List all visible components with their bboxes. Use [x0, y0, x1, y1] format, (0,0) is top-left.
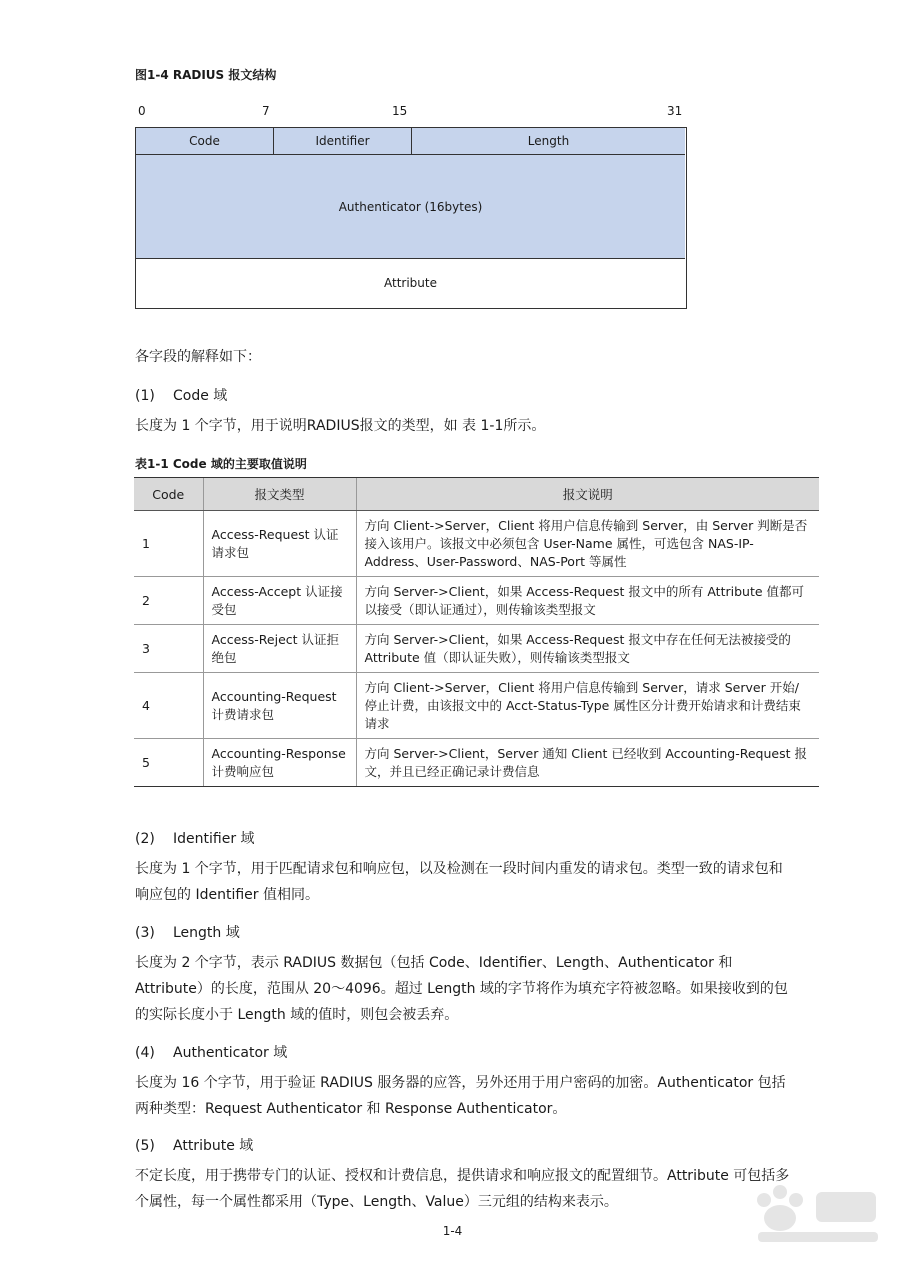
field-code: Code [136, 128, 274, 155]
section-number: (2) [135, 831, 155, 847]
table-row [134, 625, 819, 673]
section-title: Attribute 域 [173, 1138, 254, 1154]
section-para-length: 长度为 2 个字节，表示 RADIUS 数据包（包括 Code、Identifier、Length、Authenticator 和 Attribute）的长度，范围从 20～4096。超过 Length 域的字节将作为填充字符被忽略。如果接收到的包的实际长度小于 Length 域的值时，则包会被丢弃。 [135, 955, 788, 1023]
section-number: (5) [135, 1138, 155, 1154]
section-heading-authenticator [135, 1042, 287, 1062]
section-heading-length [135, 922, 240, 942]
section-title: Identifier 域 [173, 831, 255, 847]
bit-label-0: 0 [138, 104, 146, 118]
table-cell-desc: 方向 Client->Server，Client 将用户信息传输到 Server，请求 Server 开始/停止计费，由该报文中的 Acct-Status-Type 属性区分计费开始请求和计费结束请求 [356, 673, 819, 739]
table-cell-code: 5 [134, 739, 203, 787]
section-title: Authenticator 域 [173, 1045, 288, 1061]
figure-title: 图1-4 RADIUS 报文结构 [135, 68, 277, 82]
table-cell-desc: 方向 Client->Server，Client 将用户信息传输到 Server，由 Server 判断是否接入该用户。该报文中必须包含 User-Name 属性，可选包含 NAS-IP-Address、User-Password、NAS-Port 等属性 [356, 511, 819, 577]
bit-label-31: 31 [667, 104, 683, 118]
code-values-table [134, 477, 819, 787]
table-cell-desc: 方向 Server->Client，Server 通知 Client 已经收到 Accounting-Request 报文，并且已经正确记录计费信息 [356, 739, 819, 787]
table-header-row [134, 478, 819, 511]
field-length: Length [412, 128, 685, 155]
section-heading-attribute [135, 1135, 253, 1155]
section-para-attribute: 不定长度，用于携带专门的认证、授权和计费信息，提供请求和响应报文的配置细节。Attribute 可包括多个属性，每一个属性都采用（Type、Length、Value）三元组的结构来表示。 [135, 1168, 790, 1210]
radius-packet-diagram [135, 127, 687, 309]
table-row [134, 673, 819, 739]
table-header-code: Code [134, 478, 203, 511]
table-header-desc: 报文说明 [356, 478, 819, 511]
field-attribute: Attribute [384, 276, 437, 290]
table-cell-type: Accounting-Request 计费请求包 [203, 673, 356, 739]
intro-text: 各字段的解释如下： [135, 349, 261, 365]
section-heading-identifier [135, 828, 255, 848]
page-number: 1-4 [442, 1224, 463, 1238]
table-cell-type: Accounting-Response 计费响应包 [203, 739, 356, 787]
table-cell-code: 3 [134, 625, 203, 673]
table-row [134, 739, 819, 787]
field-identifier: Identifier [274, 128, 412, 155]
section-number: (1) [135, 388, 155, 404]
section-heading-code [135, 385, 227, 405]
table-cell-type: Access-Accept 认证接受包 [203, 577, 356, 625]
table-cell-code: 1 [134, 511, 203, 577]
section-title: Length 域 [173, 925, 240, 941]
table-header-type: 报文类型 [203, 478, 356, 511]
section-para-authenticator: 长度为 16 个字节，用于验证 RADIUS 服务器的应答，另外还用于用户密码的加密。Authenticator 包括两种类型：Request Authenticator 和 Response Authenticator。 [135, 1075, 786, 1117]
table-row [134, 511, 819, 577]
table-cell-code: 4 [134, 673, 203, 739]
section-para-identifier: 长度为 1 个字节，用于匹配请求包和响应包，以及检测在一段时间内重发的请求包。类型一致的请求包和响应包的 Identifier 值相同。 [135, 861, 783, 903]
section-para-code: 长度为 1 个字节，用于说明RADIUS报文的类型，如 表 1-1所示。 [135, 418, 546, 434]
table-cell-desc: 方向 Server->Client，如果 Access-Request 报文中存在任何无法被接受的 Attribute 值（即认证失败），则传输该类型报文 [356, 625, 819, 673]
section-number: (3) [135, 925, 155, 941]
bit-label-7: 7 [262, 104, 270, 118]
table-title: 表1-1 Code 域的主要取值说明 [135, 457, 307, 471]
section-title: Code 域 [173, 388, 228, 404]
table-cell-code: 2 [134, 577, 203, 625]
field-authenticator: Authenticator (16bytes) [136, 155, 685, 259]
table-cell-desc: 方向 Server->Client，如果 Access-Request 报文中的所有 Attribute 值都可以接受（即认证通过），则传输该类型报文 [356, 577, 819, 625]
table-row [134, 577, 819, 625]
table-cell-type: Access-Request 认证请求包 [203, 511, 356, 577]
table-cell-type: Access-Reject 认证拒绝包 [203, 625, 356, 673]
section-number: (4) [135, 1045, 155, 1061]
bit-label-15: 15 [392, 104, 408, 118]
